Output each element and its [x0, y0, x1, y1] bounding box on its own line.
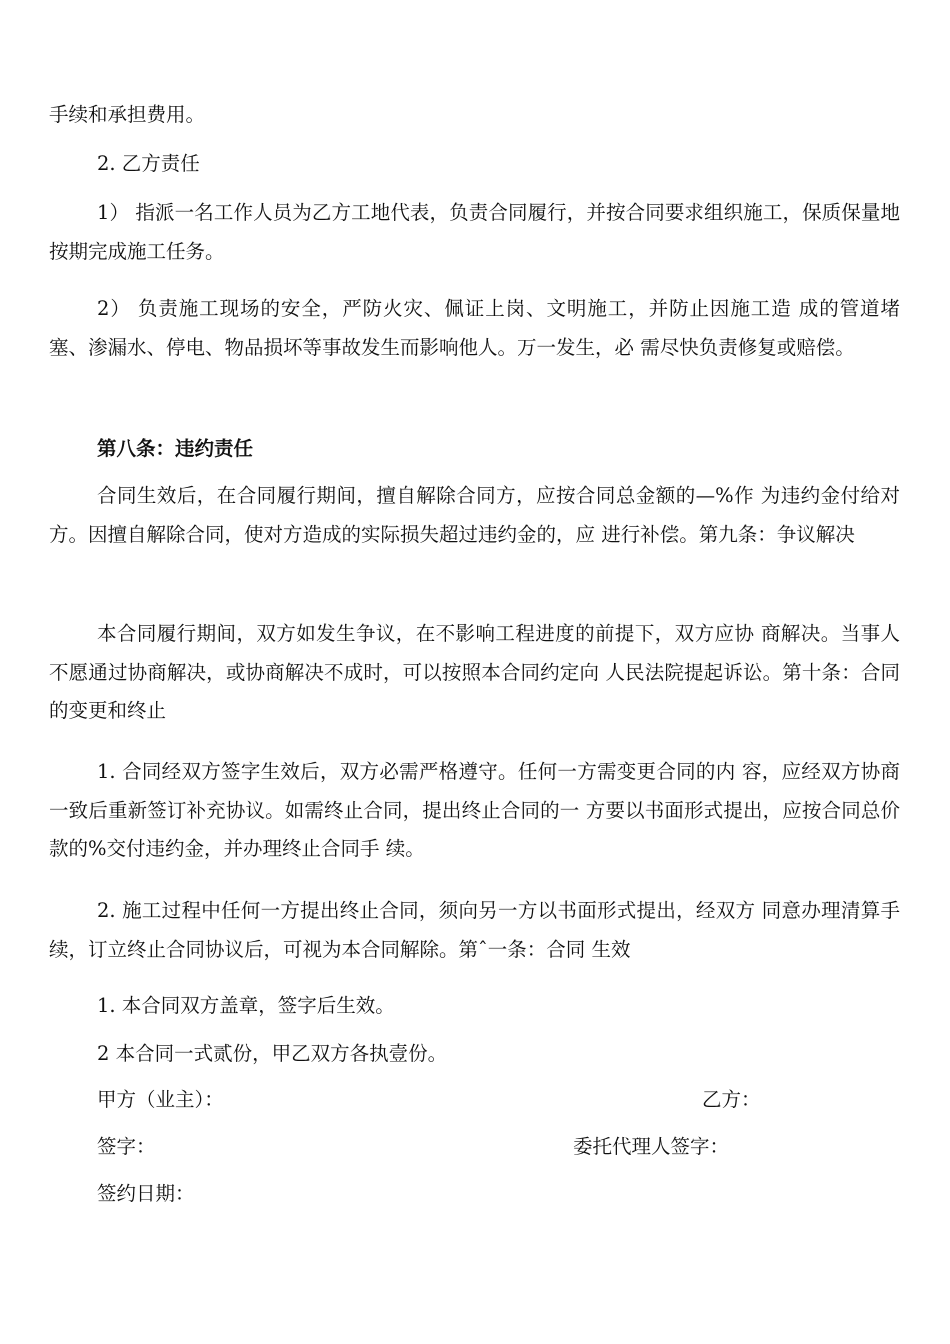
signature-sign: 签字：: [97, 1135, 156, 1158]
paragraph-change-2: 2. 施工过程中任何一方提出终止合同，须向另一方以书面形式提出，经双方 同意办理清算手续，订立终止合同协议后，可视为本合同解除。第ˆ一条：合同 生效: [49, 899, 900, 961]
paragraph-dispute: 本合同履行期间，双方如发生争议，在不影响工程进度的前提下，双方应协 商解决。当事人不愿通过协商解决，或协商解决不成时，可以按照本合同约定向 人民法院提起诉讼。第十条：合同的变更和终止: [49, 622, 900, 723]
paragraph-fees: 手续和承担费用。: [49, 103, 206, 126]
paragraph-change-1: 1. 合同经双方签字生效后，双方必需严格遵守。任何一方需变更合同的内 容，应经双方协商一致后重新签订补充协议。如需终止合同，提出终止合同的一 方要以书面形式提出，应按合同总价款的%交付违约金，并办理终止合同手 续。: [49, 760, 900, 861]
paragraph-effect-2: 2 本合同一式贰份，甲乙双方各执壹份。: [97, 1042, 448, 1065]
signature-party-a: 甲方（业主）：: [97, 1088, 224, 1111]
heading-article-8: 第八条：违约责任: [97, 437, 254, 460]
signature-agent: 委托代理人签字：: [573, 1135, 730, 1158]
paragraph-clause-2: 2） 负责施工现场的安全，严防火灾、佩证上岗、文明施工，并防止因施工造 成的管道堵塞、渗漏水、停电、物品损坏等事故发生而影响他人。万一发生，必 需尽快负责修复或赔偿。: [49, 297, 900, 359]
signature-date: 签约日期：: [97, 1182, 195, 1205]
paragraph-effect-1: 1. 本合同双方盖章，签字后生效。: [97, 994, 395, 1017]
paragraph-clause-1: 1） 指派一名工作人员为乙方工地代表，负责合同履行，并按合同要求组织施工，保质保量地按期完成施工任务。: [49, 201, 900, 263]
paragraph-breach: 合同生效后，在合同履行期间，擅自解除合同方，应按合同总金额的—%作 为违约金付给对方。因擅自解除合同，使对方造成的实际损失超过违约金的，应 进行补偿。第九条：争议解决: [49, 484, 900, 546]
heading-party-b-responsibility: 2. 乙方责任: [97, 152, 200, 175]
signature-party-b: 乙方：: [702, 1088, 761, 1111]
